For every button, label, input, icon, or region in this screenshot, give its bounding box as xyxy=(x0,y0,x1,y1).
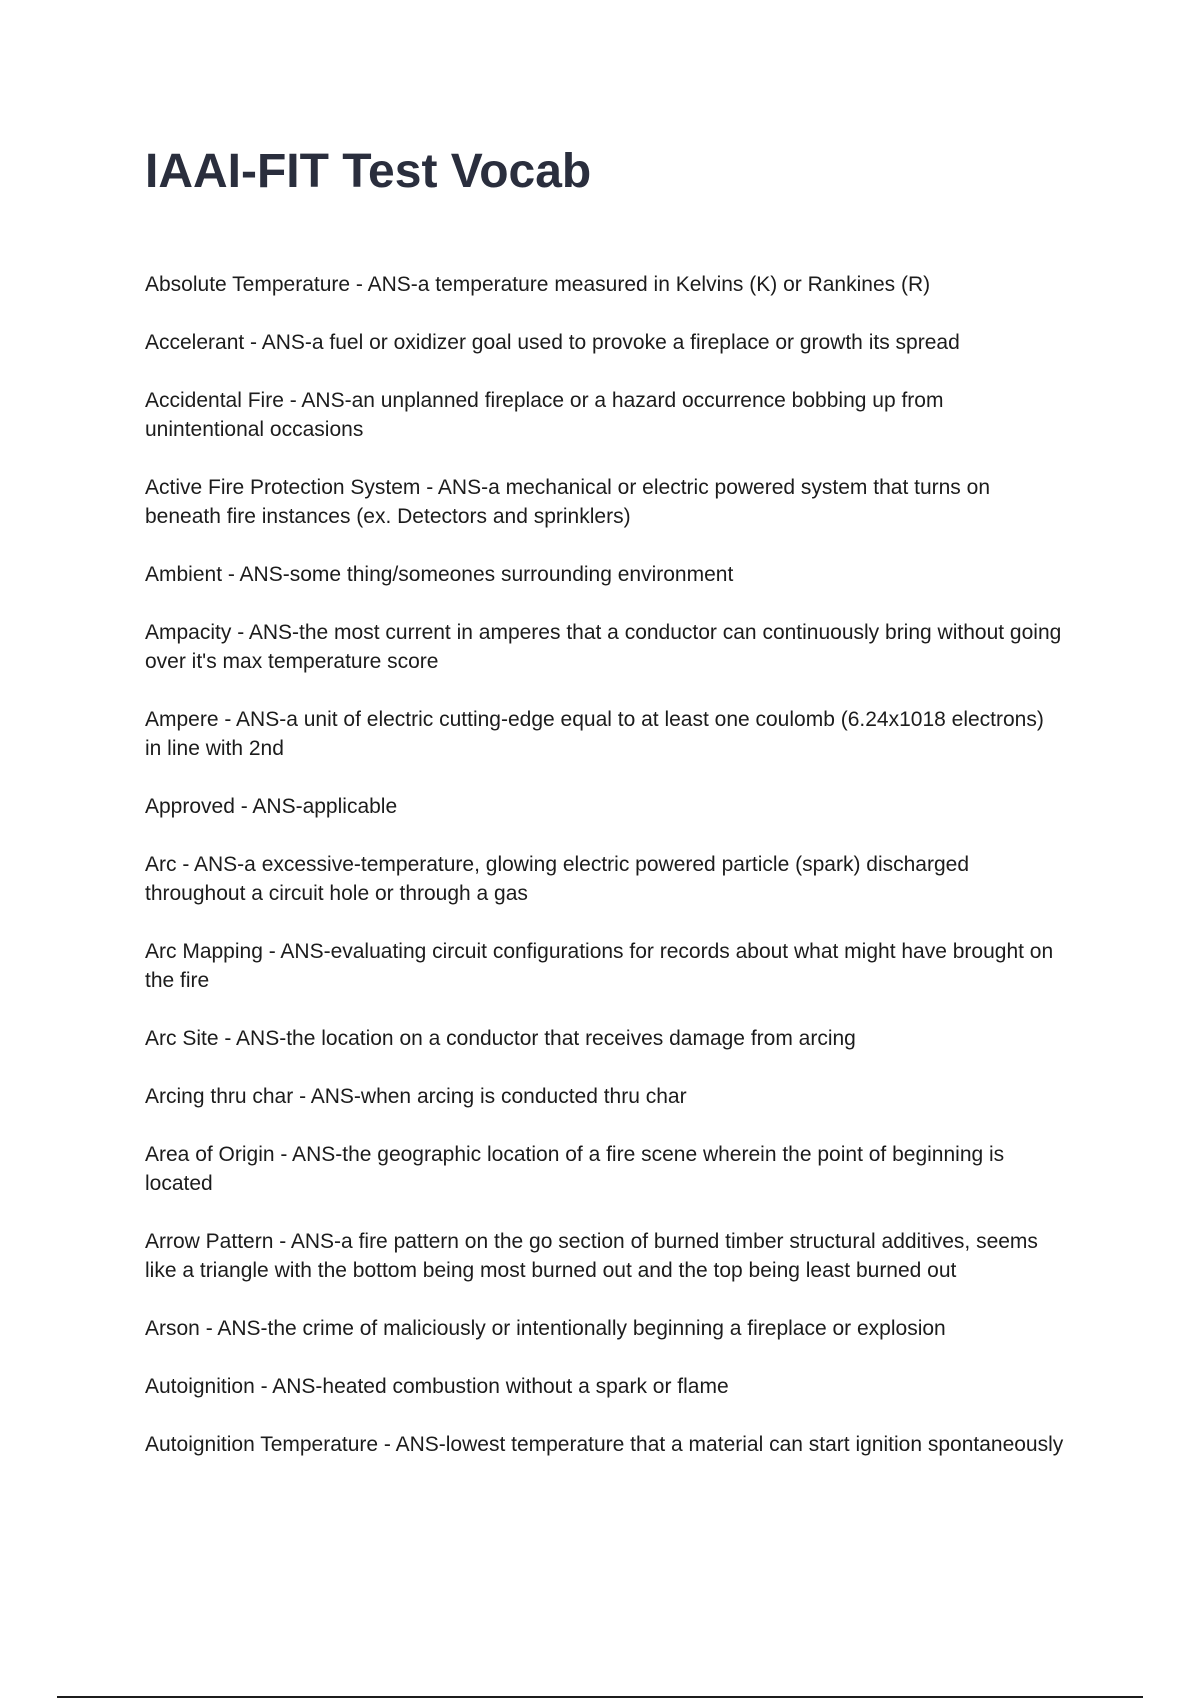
vocab-entry: Accelerant - ANS-a fuel or oxidizer goal used to provoke a fireplace or growth its spread xyxy=(145,331,960,354)
document-title: IAAI-FIT Test Vocab xyxy=(145,145,592,198)
vocab-entry: Arrow Pattern - ANS-a fire pattern on the go section of burned timber structural additives, seems like a triangle with the bottom being most burned out and the top being least burned out xyxy=(145,1230,1038,1282)
vocab-list xyxy=(145,270,1065,1488)
vocab-entry: Approved - ANS-applicable xyxy=(145,795,398,818)
vocab-entry: Absolute Temperature - ANS-a temperature measured in Kelvins (K) or Rankines (R) xyxy=(145,273,931,296)
vocab-entry: Autoignition - ANS-heated combustion without a spark or flame xyxy=(145,1375,729,1398)
vocab-entry: Arc Mapping - ANS-evaluating circuit configurations for records about what might have brought on the fire xyxy=(145,940,1054,992)
vocab-entry: Active Fire Protection System - ANS-a mechanical or electric powered system that turns on beneath fire instances (ex. Detectors and sprinklers) xyxy=(145,476,990,528)
vocab-entry: Arson - ANS-the crime of maliciously or intentionally beginning a fireplace or explosion xyxy=(145,1317,946,1340)
vocab-entry: Area of Origin - ANS-the geographic location of a fire scene wherein the point of beginning is located xyxy=(145,1143,1005,1195)
vocab-entry: Ampacity - ANS-the most current in amperes that a conductor can continuously bring without going over it's max temperature score xyxy=(145,621,1062,673)
vocab-entry: Ambient - ANS-some thing/someones surrounding environment xyxy=(145,563,734,586)
vocab-entry: Autoignition Temperature - ANS-lowest temperature that a material can start ignition spontaneously xyxy=(145,1433,1064,1456)
page-bottom-rule xyxy=(57,1696,1143,1698)
vocab-entry: Arcing thru char - ANS-when arcing is conducted thru char xyxy=(145,1085,687,1108)
vocab-entry: Arc - ANS-a excessive-temperature, glowing electric powered particle (spark) discharged throughout a circuit hole or through a gas xyxy=(145,853,970,905)
vocab-entry: Arc Site - ANS-the location on a conductor that receives damage from arcing xyxy=(145,1027,856,1050)
vocab-entry: Accidental Fire - ANS-an unplanned fireplace or a hazard occurrence bobbing up from unintentional occasions xyxy=(145,389,944,441)
vocab-entry: Ampere - ANS-a unit of electric cutting-edge equal to at least one coulomb (6.24x1018 electrons) in line with 2nd xyxy=(145,708,1044,760)
